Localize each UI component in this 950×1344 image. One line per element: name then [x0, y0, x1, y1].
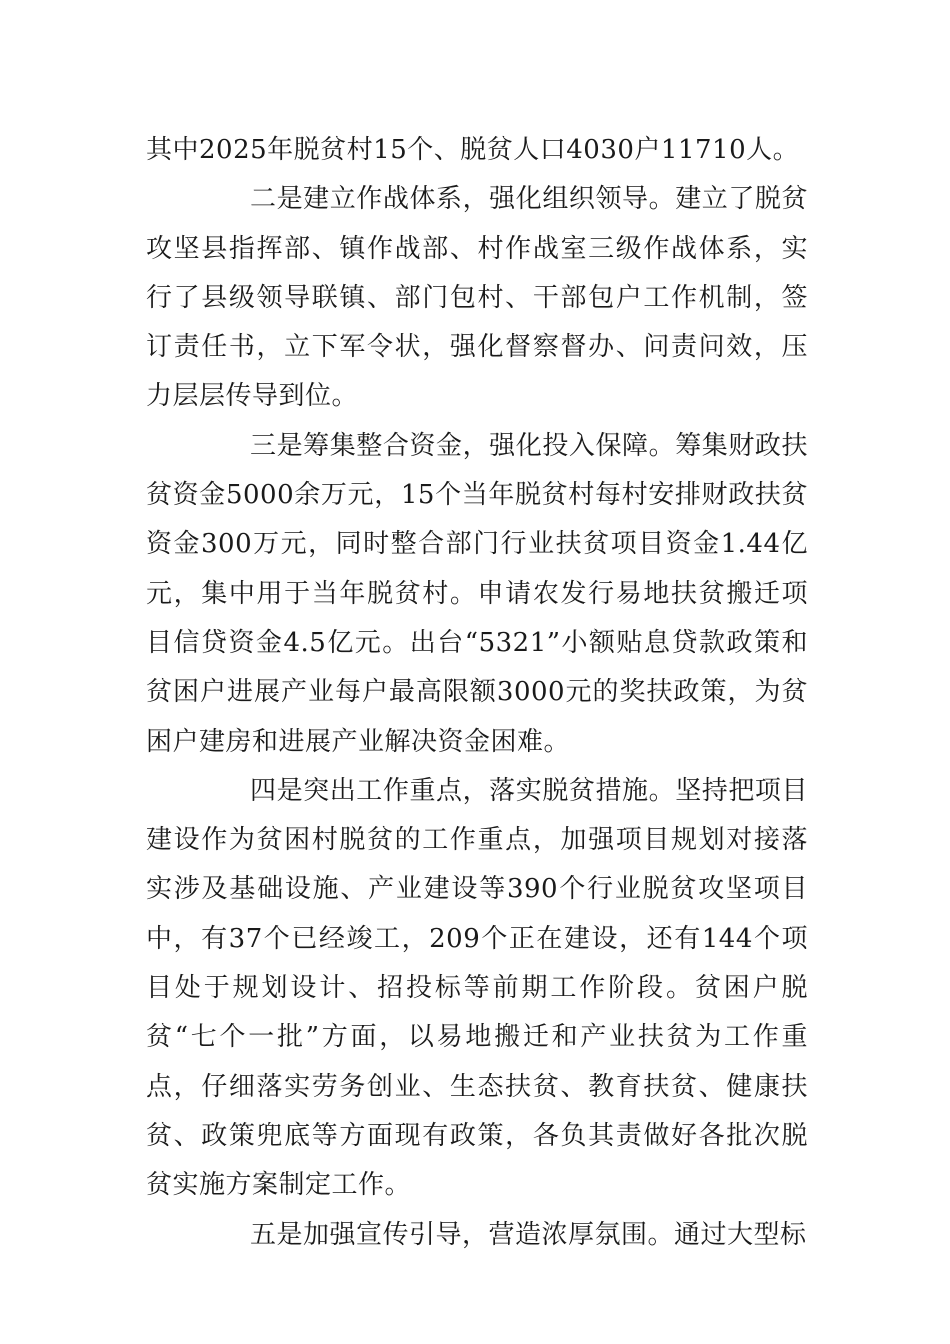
paragraph-continuation: 其中2025年脱贫村15个、脱贫人口4030户11710人。	[146, 135, 800, 165]
paragraph-key-work: 四是突出工作重点，落实脱贫措施。坚持把项目建设作为贫困村脱贫的工作重点，加强项目规划对接落实涉及基础设施、产业建设等390个行业脱贫攻坚项目中，有37个已经竣工，209个正在建设，还有144个项目处于规划设计、招投标等前期工作阶段。贫困户脱贫“七个一批”方面，以易地搬迁和产业扶贫为工作重点，仔细落实劳务创业、生态扶贫、教育扶贫、健康扶贫、政策兜底等方面现有政策，各负其责做好各批次脱贫实施方案制定工作。	[146, 775, 808, 1201]
paragraph-combat-system: 二是建立作战体系，强化组织领导。建立了脱贫攻坚县指挥部、镇作战部、村作战室三级作战体系，实行了县级领导联镇、部门包村、干部包户工作机制，签订责任书，立下军令状，强化督察督办、问责问效，压力层层传导到位。	[146, 184, 808, 412]
paragraph-funding: 三是筹集整合资金，强化投入保障。筹集财政扶贫资金5000余万元，15个当年脱贫村每村安排财政扶贫资金300万元，同时整合部门行业扶贫项目资金1.44亿元，集中用于当年脱贫村。申请农发行易地扶贫搬迁项目信贷资金4.5亿元。出台“5321”小额贴息贷款政策和贫困户进展产业每户最高限额3000元的奖扶政策，为贫困户建房和进展产业解决资金困难。	[146, 430, 808, 757]
paragraph-publicity: 五是加强宣传引导，营造浓厚氛围。通过大型标	[250, 1219, 807, 1250]
document-body	[146, 126, 808, 1260]
